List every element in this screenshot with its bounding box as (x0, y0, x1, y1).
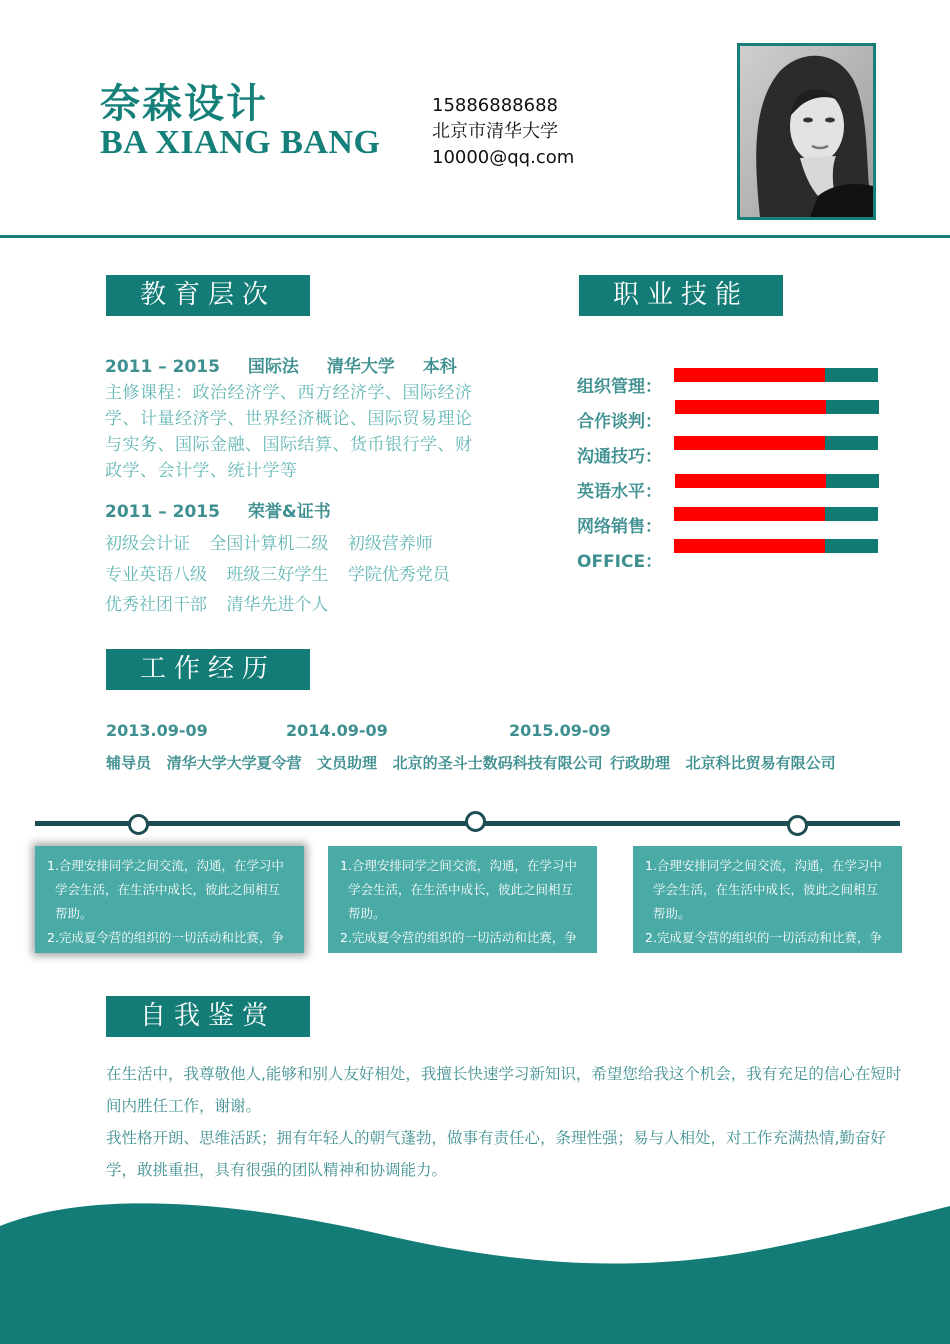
cert-item: 初级营养师 (347, 534, 433, 554)
header-divider (0, 235, 950, 238)
card-line: 帮助。 (653, 906, 691, 921)
name-chinese: 奈森设计 (100, 81, 268, 127)
job-title: 行政助理 北京科比贸易有限公司 (610, 754, 836, 772)
job-description-card (633, 846, 902, 953)
skill-label: 英语水平： (577, 482, 662, 502)
email: 10000@qq.com (432, 147, 575, 168)
skill-label: 合作谈判： (577, 412, 662, 432)
profile-photo (737, 43, 876, 220)
timeline-node (128, 814, 149, 835)
honors-line (105, 497, 353, 522)
job-title: 文员助理 北京的圣斗士数码科技有限公司 (317, 754, 603, 772)
cert-row (105, 529, 447, 554)
card-line: 2.完成夏令营的组织的一切活动和比赛，争 (47, 930, 284, 945)
card-line: 1.合理安排同学之间交流，沟通，在学习中 (340, 858, 577, 873)
self-eval-paragraph: 我性格开朗、思维活跃；拥有年轻人的朝气蓬勃，做事有责任心，条理性强；易与人相处，对工作充满热情,勤奋好学，敢挑重担，具有很强的团队精神和协调能力。 (106, 1129, 886, 1179)
skill-bar-fill (674, 539, 825, 553)
honors-period: 2011 – 2015 (105, 502, 220, 522)
self-eval-paragraph: 在生活中，我尊敬他人,能够和别人友好相处，我擅长快速学习新知识，希望您给我这个机会，我有充足的信心在短时间内胜任工作，谢谢。 (106, 1065, 902, 1115)
skill-bar-fill (674, 436, 825, 450)
cert-item: 清华先进个人 (226, 595, 329, 615)
timeline-node (787, 815, 808, 836)
job-date: 2013.09-09 (106, 721, 208, 740)
skill-bar (674, 436, 878, 450)
section-title: 职业技能 (612, 280, 749, 310)
cert-item: 专业英语八级 (105, 565, 207, 585)
cert-item: 全国计算机二级 (209, 534, 329, 554)
card-line: 帮助。 (55, 906, 93, 921)
cert-item: 班级三好学生 (226, 565, 329, 585)
name-english: BA XIANG BANG (100, 124, 381, 161)
card-line: 1.合理安排同学之间交流，沟通，在学习中 (645, 858, 882, 873)
cert-item: 学院优秀党员 (347, 565, 450, 585)
skill-bar-fill (674, 507, 825, 521)
skill-label: 组织管理： (577, 377, 662, 397)
skill-bar (675, 474, 879, 488)
education-school: 清华大学 (326, 357, 395, 377)
skill-bar (674, 539, 878, 553)
cert-item: 优秀社团干部 (105, 595, 207, 615)
section-title: 自我鉴赏 (139, 1001, 276, 1031)
skill-bar (674, 507, 878, 521)
phone-number: 15886888688 (432, 95, 558, 116)
education-courses: 主修课程：政治经济学、西方经济学、国际经济学、计量经济学、世界经济概论、国际贸易理论与实务、国际金融、国际结算、货币银行学、财政学、会计学、统计学等 (105, 383, 473, 481)
card-line: 2.完成夏令营的组织的一切活动和比赛，争 (645, 930, 882, 945)
section-header-skills (579, 275, 783, 316)
job-description-card (328, 846, 597, 953)
card-line: 学会生活，在生活中成长，彼此之间相互 (55, 882, 281, 897)
address: 北京市清华大学 (432, 121, 558, 142)
job-description-card (35, 846, 304, 953)
card-line: 学会生活，在生活中成长，彼此之间相互 (653, 882, 879, 897)
timeline-node (465, 811, 486, 832)
skill-bar (675, 400, 879, 414)
footer-wave (0, 1190, 950, 1344)
contact-info (432, 93, 574, 171)
skill-label: 网络销售： (577, 517, 662, 537)
education-degree-line (105, 352, 479, 377)
card-line: 1.合理安排同学之间交流，沟通，在学习中 (47, 858, 284, 873)
education-major: 国际法 (247, 357, 299, 377)
education-degree: 本科 (422, 357, 457, 377)
skill-bar-fill (675, 400, 826, 414)
job-date: 2015.09-09 (509, 721, 611, 740)
cert-item: 初级会计证 (105, 534, 190, 554)
section-header-self (106, 996, 310, 1037)
card-line: 帮助。 (348, 906, 386, 921)
section-title: 工作经历 (139, 654, 276, 684)
honors-title: 荣誉&证书 (247, 502, 331, 522)
section-header-work (106, 649, 310, 690)
skill-label: 沟通技巧： (577, 447, 662, 467)
skill-bar-fill (675, 474, 826, 488)
section-header-education (106, 275, 310, 316)
section-title: 教育层次 (139, 280, 276, 310)
education-period: 2011 – 2015 (105, 357, 220, 377)
card-line: 2.完成夏令营的组织的一切活动和比赛，争 (340, 930, 577, 945)
job-date: 2014.09-09 (286, 721, 388, 740)
cert-row (105, 590, 342, 615)
skill-bar (674, 368, 878, 382)
cert-row (105, 560, 464, 585)
skill-label: OFFICE： (577, 552, 663, 572)
card-line: 学会生活，在生活中成长，彼此之间相互 (348, 882, 574, 897)
self-evaluation (106, 1058, 906, 1186)
job-title: 辅导员 清华大学大学夏令营 (106, 754, 302, 772)
skill-bar-fill (674, 368, 825, 382)
